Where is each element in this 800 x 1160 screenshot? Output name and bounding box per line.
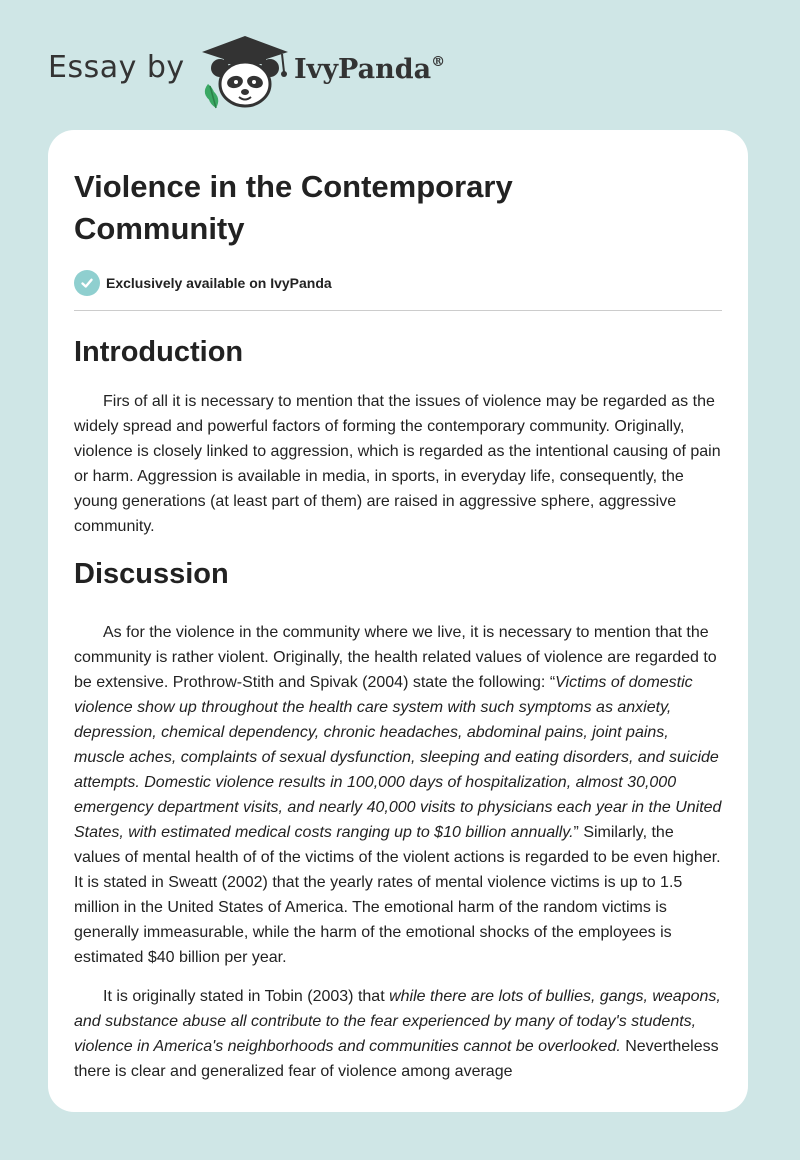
- paragraph: [74, 620, 722, 970]
- site-header: [0, 0, 800, 130]
- divider: [74, 310, 722, 311]
- essay-card: [48, 130, 748, 1112]
- paragraph-text: ” Similarly, the values of mental health of of the victims of the violent actions is regarded to be even higher. It is stated in Sweatt (2002) that the yearly rates of mental violence victims is up to 1.5 million in the United States of America. The emotional harm of the random victims is generally immeasurable, while the harm of the emotional shocks of the employees is estimated $40 billion per year.: [74, 824, 721, 966]
- section-heading-discussion: Discussion: [74, 558, 229, 590]
- quotation: Victims of domestic violence show up throughout the health care system with such symptoms as anxiety, depression, chemical dependency, chronic headaches, abdominal pains, joint pains, muscle aches, complaints of sexual dysfunction, sleeping and eating disorders, and suicide attempts. Domestic violence results in 100,000 days of hospitalization, almost 30,000 emergency department visits, and nearly 40,000 visits to physicians each year in the United States, with estimated medical costs ranging up to $10 billion annually.: [74, 674, 722, 841]
- section-heading-introduction: Introduction: [74, 336, 244, 368]
- panda-graduate-logo-icon[interactable]: [198, 34, 292, 115]
- essay-by-label: Essay by: [48, 50, 185, 85]
- quotation: while there are lots of bullies, gangs, weapons, and substance abuse all contribute to the fear experienced by many of today's students, violence in America's neighborhoods and communities cannot be overlooked.: [74, 988, 721, 1055]
- check-icon: [74, 270, 100, 296]
- exclusive-badge: [74, 270, 722, 296]
- paragraph-text: As for the violence in the community where we live, it is necessary to mention that the community is rather violent. Originally, the health related values of violence are regarded to be extensive. Prothrow-Stith and Spivak (2004) state the following: “: [74, 624, 717, 691]
- exclusive-badge-label: Exclusively available on IvyPanda: [106, 275, 332, 291]
- paragraph-text: Nevertheless there is clear and generalized fear of violence among average: [74, 1038, 719, 1080]
- brand-name[interactable]: IvyPanda®: [294, 54, 446, 85]
- paragraph: [74, 984, 722, 1084]
- essay-title: Violence in the Contemporary Community: [74, 169, 513, 246]
- paragraph-text: It is originally stated in Tobin (2003) that: [103, 988, 390, 1005]
- paragraph: Firs of all it is necessary to mention that the issues of violence may be regarded as the widely spread and powerful factors of forming the contemporary community. Originally, violence is closely linked to aggression, which is regarded as the intentional causing of pain or harm. Aggression is available in media, in sports, in everyday life, consequently, the young generations (at least part of them) are raised in aggressive sphere, aggressive community.: [74, 393, 721, 535]
